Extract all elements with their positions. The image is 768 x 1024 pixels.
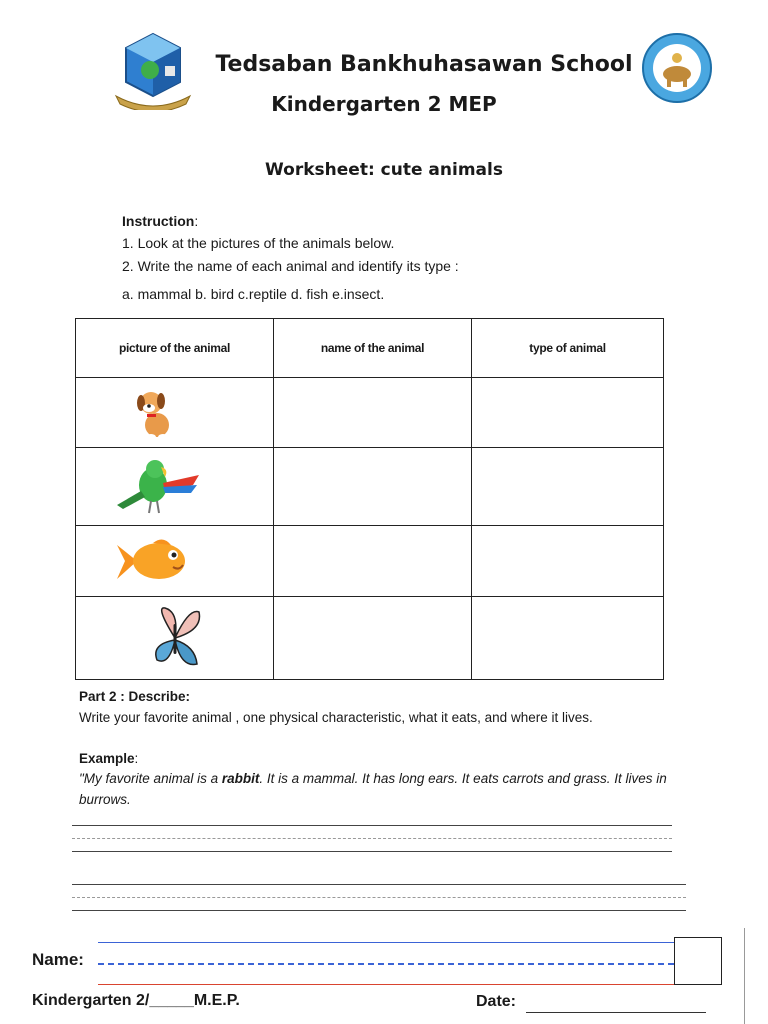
writing-line[interactable] xyxy=(72,825,672,826)
instruction-step-1: 1. Look at the pictures of the animals below. xyxy=(122,235,395,251)
writing-line[interactable] xyxy=(72,910,686,911)
writing-guide-line xyxy=(72,838,672,839)
worksheet-title: Worksheet: cute animals xyxy=(265,160,503,180)
date-field[interactable] xyxy=(526,1012,706,1013)
type-answer-cell[interactable] xyxy=(472,597,664,680)
header-picture: picture of the animal xyxy=(76,319,274,378)
instruction-step-2: 2. Write the name of each animal and identify its type : xyxy=(122,258,459,274)
animal-table xyxy=(75,318,664,680)
part2-heading: Part 2 : Describe: xyxy=(79,689,191,704)
picture-cell xyxy=(76,526,274,597)
type-answer-cell[interactable] xyxy=(472,378,664,448)
writing-line[interactable] xyxy=(72,884,686,885)
part2-prompt: Write your favorite animal , one physical characteristic, what it eats, and where it lives. xyxy=(79,710,593,725)
butterfly-icon xyxy=(145,604,205,672)
table-header-row xyxy=(76,319,664,378)
margin-line xyxy=(744,928,745,1024)
dog-icon xyxy=(125,383,185,443)
instruction-heading: Instruction: xyxy=(122,213,199,229)
picture-cell xyxy=(76,448,274,526)
example-heading: Example: xyxy=(79,751,139,766)
goldfish-icon xyxy=(113,535,193,587)
class-number-field[interactable]: Kindergarten 2/_____M.E.P. xyxy=(32,992,240,1009)
name-writing-line[interactable] xyxy=(98,963,674,965)
name-answer-cell[interactable] xyxy=(274,448,472,526)
name-answer-cell[interactable] xyxy=(274,597,472,680)
name-base-line xyxy=(98,984,674,985)
table-row xyxy=(76,448,664,526)
name-answer-cell[interactable] xyxy=(274,378,472,448)
number-box[interactable] xyxy=(674,937,722,985)
example-text: "My favorite animal is a rabbit. It is a mammal. It has long ears. It eats carrots and grass. It lives in burrows. xyxy=(79,771,667,807)
table-row xyxy=(76,526,664,597)
school-name: Tedsaban Bankhuhasawan School xyxy=(215,52,633,77)
name-top-line xyxy=(98,942,674,943)
date-label: Date: xyxy=(476,993,517,1010)
picture-cell xyxy=(76,378,274,448)
type-answer-cell[interactable] xyxy=(472,526,664,597)
header-name: name of the animal xyxy=(274,319,472,378)
type-answer-cell[interactable] xyxy=(472,448,664,526)
writing-line[interactable] xyxy=(72,851,672,852)
table-row xyxy=(76,597,664,680)
table-row xyxy=(76,378,664,448)
parrot-icon xyxy=(113,455,203,519)
name-answer-cell[interactable] xyxy=(274,526,472,597)
animal-types: a. mammal b. bird c.reptile d. fish e.insect. xyxy=(122,286,385,302)
class-title: Kindergarten 2 MEP xyxy=(271,92,497,116)
writing-guide-line xyxy=(72,897,686,898)
name-label: Name: xyxy=(32,950,84,969)
header-type: type of animal xyxy=(472,319,664,378)
picture-cell xyxy=(76,597,274,680)
